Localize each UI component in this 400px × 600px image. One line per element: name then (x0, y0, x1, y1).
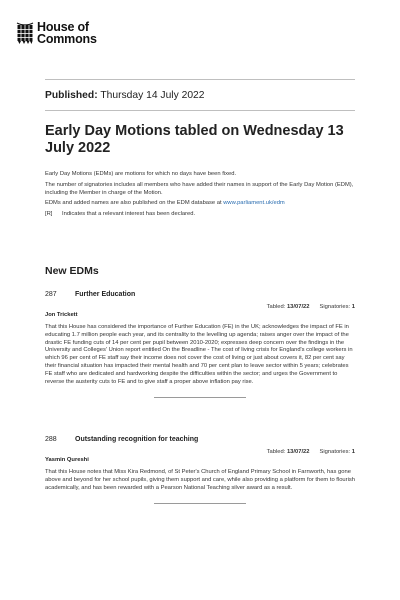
edm-meta (45, 304, 355, 310)
tabled-label: Tabled: (266, 449, 286, 455)
intro-paragraph-4 (45, 211, 361, 219)
edm-title: Outstanding recognition for teaching (75, 436, 199, 443)
edm-separator (154, 503, 246, 504)
logo-line-2: Commons (37, 32, 97, 46)
intro-paragraph-3 (45, 200, 361, 208)
edm-number: 287 (45, 291, 57, 298)
edm-member: Jon Trickett (45, 312, 78, 318)
edm-item (45, 436, 355, 504)
tabled-date: 13/07/22 (286, 304, 310, 310)
intro-section (45, 171, 361, 222)
tabled-label: Tabled: (266, 304, 286, 310)
page-title: Early Day Motions tabled on Wednesday 13 July 2022 (45, 123, 344, 156)
edm-database-link[interactable]: www.parliament.uk/edm (223, 200, 285, 207)
edm-item (45, 291, 355, 398)
edm-text: That this House notes that Miss Kira Redmond, of St Peter's Church of England Primary School in Farnworth, has gone above and beyond for her school pupils, giving them support and care, while also providing a platform for them to flourish academically, and has been rewarded with a Pearson National Teaching silver award as a result. (45, 469, 355, 491)
new-edms-heading: New EDMs (45, 265, 99, 277)
published-line (45, 90, 205, 101)
logo-line-1: House of (37, 20, 89, 34)
signatories-count: 1 (351, 449, 355, 455)
signatories-label: Signatories: (319, 449, 351, 455)
house-of-commons-logo (16, 21, 97, 45)
intro-paragraph-2: The number of signatories includes all members who have added their names in support of the Early Day Motion (EDM), including the Member in charge of the Motion. (45, 181, 354, 196)
edm-heading (45, 291, 355, 298)
edm-member: Yasmin Qureshi (45, 457, 89, 463)
intro-database-text: EDMs and added names are also published on the EDM database at (45, 200, 222, 207)
divider-published (45, 110, 355, 111)
tabled-date: 13/07/22 (286, 449, 310, 455)
signatories-count: 1 (351, 304, 355, 310)
edm-text: That this House has considered the importance of Further Education (FE) in the UK; acknowledges the impact of FE in educating 1.7 million people each year, and its centrality to the levelling up agenda; raises anger over the impact of the drastic FE funding cuts of 14 per cent per pupil between 2010-2020; expresses deep concern over the findings in the University and Colleges' Union report entitled On the Breadline - The cost of living crisis for England's college workers in which 96 per cent of FE staff say their income does not cover the cost of living or just about covers it, 82 per cent say their financial situation has impacted their mental health and 70 per cent plan to leave sector within 5 years; celebrates FE staff who are dedicated and hardworking despite the difficulties within the sector; and urges the Government to reverse the austerity cuts to FE and to give staff a proper above inflation pay rise. (45, 324, 353, 385)
signatories-label: Signatories: (319, 304, 351, 310)
edm-number: 288 (45, 436, 57, 443)
published-date: Thursday 14 July 2022 (100, 90, 205, 101)
relevant-interest-code: [R] (45, 211, 53, 218)
published-label: Published: (45, 90, 98, 101)
edm-separator (154, 397, 246, 398)
intro-paragraph-1: Early Day Motions (EDMs) are motions for which no days have been fixed. (45, 171, 237, 177)
edm-title: Further Education (75, 291, 136, 298)
divider-top (45, 79, 355, 80)
portcullis-icon (16, 21, 34, 45)
edm-meta (45, 449, 355, 455)
edm-heading (45, 436, 355, 443)
relevant-interest-text: Indicates that a relevant interest has been declared. (62, 211, 196, 218)
